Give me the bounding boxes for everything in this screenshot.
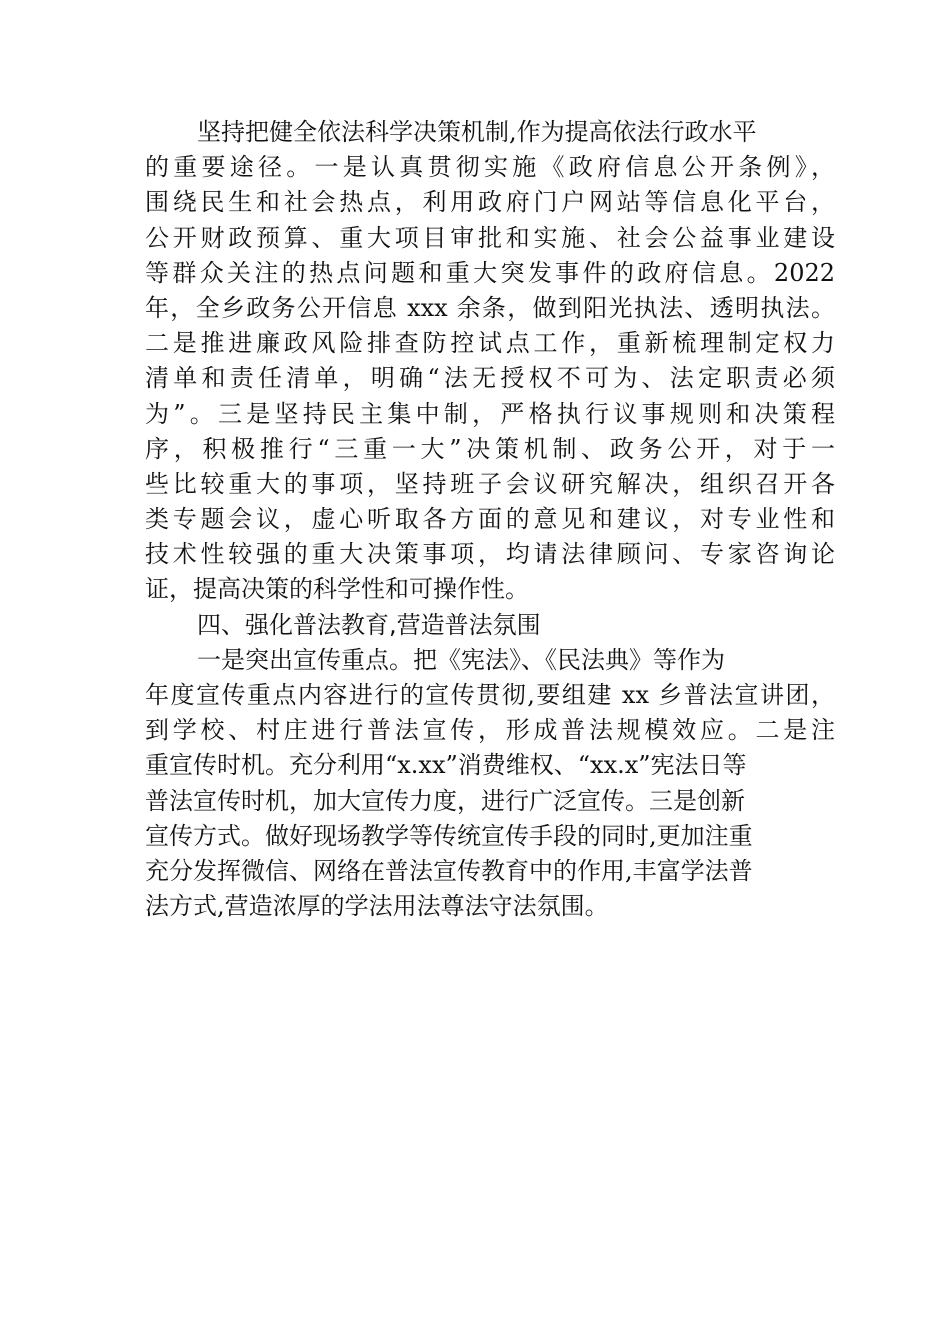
text-line: 技术性较强的重大决策事项，均请法律顾问、专家咨询论: [145, 540, 835, 569]
section-heading: 四、强化普法教育,营造普法氛围: [197, 610, 541, 639]
text-line: 宣传方式。做好现场教学等传统宣传手段的同时,更加注重: [145, 821, 753, 850]
paragraph-legal-education: [145, 643, 835, 925]
document-body: [145, 115, 835, 924]
text-line: 等群众关注的热点问题和重大突发事件的政府信息。2022: [145, 258, 835, 287]
text-line: 重宣传时机。充分利用“x.xx”消费维权、“xx.x”宪法日等: [145, 751, 747, 780]
text-line: 证，提高决策的科学性和可操作性。: [145, 575, 529, 604]
text-line: 充分发挥微信、网络在普法宣传教育中的作用,丰富学法普: [145, 856, 753, 885]
text-line: 些比较重大的事项，坚持班子会议研究解决，组织召开各: [145, 469, 835, 498]
text-line: 清单和责任清单，明确“法无授权不可为、法定职责必须: [145, 364, 835, 393]
text-line: 为”。三是坚持民主集中制，严格执行议事规则和决策程: [145, 399, 835, 428]
text-line: 围绕民生和社会热点，利用政府门户网站等信息化平台，: [145, 188, 835, 217]
text-line: 一是突出宣传重点。把《宪法》、《民法典》等作为: [197, 645, 725, 674]
text-line: 年，全乡政务公开信息 xxx 余条，做到阳光执法、透明执法。: [145, 293, 835, 322]
text-line: 二是推进廉政风险排查防控试点工作，重新梳理制定权力: [145, 329, 835, 358]
text-line: 类专题会议，虚心听取各方面的意见和建议，对专业性和: [145, 505, 835, 534]
text-line: 到学校、村庄进行普法宣传，形成普法规模效应。二是注: [145, 716, 835, 745]
text-line: 坚持把健全依法科学决策机制,作为提高依法行政水平: [197, 118, 757, 146]
text-line: 公开财政预算、重大项目审批和实施、社会公益事业建设: [145, 223, 835, 252]
text-line: 年度宣传重点内容进行的宣传贯彻,要组建 xx 乡普法宣讲团，: [145, 681, 835, 709]
paragraph-decision-mechanism: [145, 115, 835, 608]
text-line: 序，积极推行“三重一大”决策机制、政务公开，对于一: [145, 434, 835, 463]
text-line: 普法宣传时机，加大宣传力度，进行广泛宣传。三是创新: [145, 786, 745, 815]
text-line: 法方式,营造浓厚的学法用法尊法守法氛围。: [145, 892, 609, 921]
text-line: 的重要途径。一是认真贯彻实施《政府信息公开条例》，: [145, 153, 835, 182]
